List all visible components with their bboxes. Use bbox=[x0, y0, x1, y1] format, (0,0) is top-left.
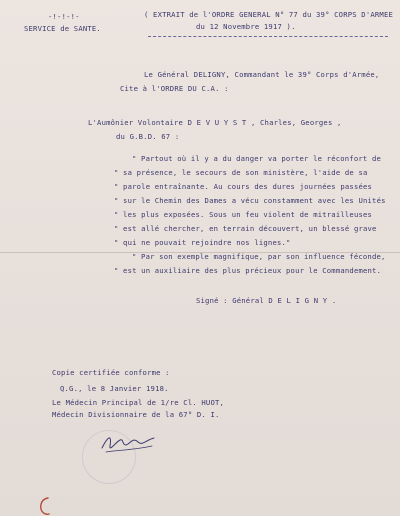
red-ink-mark bbox=[38, 496, 52, 516]
place-date: Q.G., le 8 Janvier 1918. bbox=[60, 384, 169, 393]
extract-line-1: ( EXTRAIT de l'ORDRE GENERAL N° 77 du 39° CORPS D'ARMEE bbox=[144, 10, 393, 19]
intro-line-2: Cite à l'ORDRE DU C.A. : bbox=[120, 84, 229, 93]
copy-certified: Copie certifiée conforme : bbox=[52, 368, 170, 377]
intro-line-1: Le Général DELIGNY, Commandant le 39° Corps d'Armée, bbox=[144, 70, 380, 79]
citation-line: " qui ne pouvait rejoindre nos lignes." bbox=[114, 238, 291, 247]
service-label: SERVICE de SANTE. bbox=[24, 24, 101, 33]
extract-line-2: du 12 Novembre 1917 ). bbox=[196, 22, 296, 31]
citation-line: " sur le Chemin des Dames a vécu constamment avec les Unités bbox=[114, 196, 386, 205]
citation-line: " est allé chercher, en terrain découvert, un blessé grave bbox=[114, 224, 377, 233]
citation-line: " parole entraînante. Au cours des dures journées passées bbox=[114, 182, 373, 191]
citation-line: " Par son exemple magnifique, par son influence féconde, bbox=[132, 252, 386, 261]
handwritten-signature bbox=[98, 428, 158, 456]
header-marker: -!-!-!- bbox=[48, 12, 80, 21]
recipient-line-2: du G.B.D. 67 : bbox=[116, 132, 180, 141]
citation-line: " est un auxiliaire des plus précieux pour le Commandement. bbox=[114, 266, 382, 275]
signed-line: Signé : Général D E L I G N Y . bbox=[196, 296, 337, 305]
citation-line: " sa présence, le secours de son ministère, l'aide de sa bbox=[114, 168, 368, 177]
recipient-line-1: L'Aumônier Volontaire D E V U Y S T , Charles, Georges , bbox=[88, 118, 342, 127]
citation-line: " Partout où il y a du danger va porter le réconfort de bbox=[132, 154, 381, 163]
citation-line: " les plus exposées. Sous un feu violent de mitrailleuses bbox=[114, 210, 373, 219]
signer-line-1: Le Médecin Principal de 1/re Cl. HUOT, bbox=[52, 398, 225, 407]
header-divider bbox=[148, 36, 388, 37]
signer-line-2: Médecin Divisionnaire de la 67° D. I. bbox=[52, 410, 220, 419]
